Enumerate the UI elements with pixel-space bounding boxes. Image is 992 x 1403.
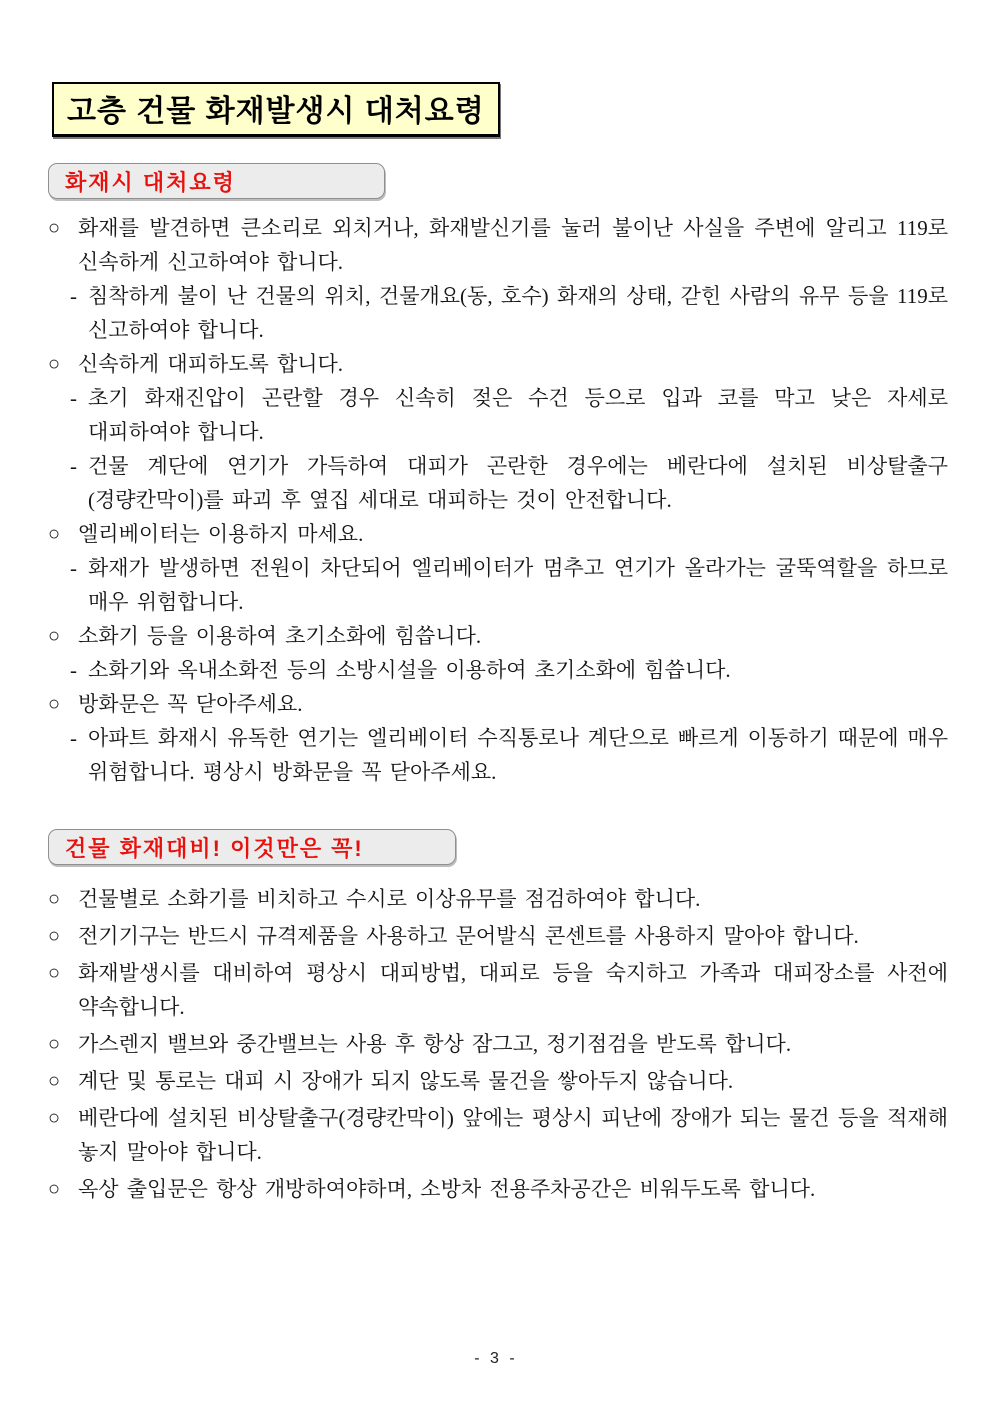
dash-bullet-icon: - [70,386,77,410]
list-item-text: 전기기구는 반드시 규격제품을 사용하고 문어발식 콘센트를 사용하지 말아야 합니다. [78,924,859,948]
list-item [48,687,948,721]
circle-bullet-icon: ○ [48,523,61,545]
circle-bullet-icon: ○ [48,625,61,647]
list-item-text: 침착하게 불이 난 건물의 위치, 건물개요(동, 호수) 화재의 상태, 갇힌 사람의 유무 등을 119로 신고하여야 합니다. [88,284,948,342]
page-number: - 3 - [474,1350,518,1367]
document-title-box [52,82,500,137]
dash-bullet-icon: - [70,556,77,580]
list-item [48,1064,948,1098]
circle-bullet-icon: ○ [48,962,61,984]
circle-bullet-icon: ○ [48,1033,61,1055]
list-item-text: 화재가 발생하면 전원이 차단되어 엘리베이터가 멈추고 연기가 올라가는 굴뚝역할을 하므로 매우 위험합니다. [88,556,948,614]
circle-bullet-icon: ○ [48,1178,61,1200]
list-subitem [48,653,948,687]
dash-bullet-icon: - [70,454,77,478]
section-heading-text: 건물 화재대비! 이것만은 꼭! [65,835,364,861]
dash-bullet-icon: - [70,726,77,750]
list-item-text: 베란다에 설치된 비상탈출구(경량칸막이) 앞에는 평상시 피난에 장애가 되는 물건 등을 적재해 놓지 말아야 합니다. [78,1106,948,1164]
list-subitem [48,551,948,619]
list-item-text: 계단 및 통로는 대피 시 장애가 되지 않도록 물건을 쌓아두지 않습니다. [78,1069,734,1093]
list-subitem [48,721,948,789]
circle-bullet-icon: ○ [48,693,61,715]
circle-bullet-icon: ○ [48,1070,61,1092]
list-subitem [48,381,948,449]
section-heading-fire-response [48,163,385,199]
list-item [48,211,948,279]
list-item-text: 소화기 등을 이용하여 초기소화에 힘씁니다. [78,624,482,648]
circle-bullet-icon: ○ [48,353,61,375]
list-item-text: 가스렌지 밸브와 중간밸브는 사용 후 항상 잠그고, 정기점검을 받도록 합니다. [78,1032,792,1056]
fire-preparedness-list [48,882,948,1209]
list-item-text: 소화기와 옥내소화전 등의 소방시설을 이용하여 초기소화에 힘씁니다. [88,658,731,682]
document-title: 고층 건물 화재발생시 대처요령 [67,95,485,128]
fire-response-list [48,211,948,789]
list-item [48,956,948,1024]
circle-bullet-icon: ○ [48,217,61,239]
list-item [48,919,948,953]
list-item-text: 엘리베이터는 이용하지 마세요. [78,522,364,546]
dash-bullet-icon: - [70,658,77,682]
list-item-text: 화재발생시를 대비하여 평상시 대피방법, 대피로 등을 숙지하고 가족과 대피장소를 사전에 약속합니다. [78,961,948,1019]
dash-bullet-icon: - [70,284,77,308]
list-item-text: 신속하게 대피하도록 합니다. [78,352,344,376]
list-item-text: 아파트 화재시 유독한 연기는 엘리베이터 수직통로나 계단으로 빠르게 이동하기 때문에 매우 위험합니다. 평상시 방화문을 꼭 닫아주세요. [88,726,948,784]
list-item [48,347,948,381]
list-item [48,1027,948,1061]
list-item-text: 건물 계단에 연기가 가득하여 대피가 곤란한 경우에는 베란다에 설치된 비상탈출구(경량칸막이)를 파괴 후 옆집 세대로 대피하는 것이 안전합니다. [88,454,948,512]
list-item [48,1101,948,1169]
list-item-text: 방화문은 꼭 닫아주세요. [78,692,303,716]
list-item-text: 옥상 출입문은 항상 개방하여야하며, 소방차 전용주차공간은 비워두도록 합니다. [78,1177,816,1201]
circle-bullet-icon: ○ [48,925,61,947]
list-item [48,619,948,653]
list-item-text: 건물별로 소화기를 비치하고 수시로 이상유무를 점검하여야 합니다. [78,887,701,911]
list-item-text: 초기 화재진압이 곤란할 경우 신속히 젖은 수건 등으로 입과 코를 막고 낮은 자세로 대피하여야 합니다. [88,386,948,444]
list-subitem [48,449,948,517]
list-item-text: 화재를 발견하면 큰소리로 외치거나, 화재발신기를 눌러 불이난 사실을 주변에 알리고 119로 신속하게 신고하여야 합니다. [78,216,948,274]
list-item [48,517,948,551]
list-item [48,882,948,916]
circle-bullet-icon: ○ [48,888,61,910]
section-heading-fire-preparedness [48,829,456,865]
list-subitem [48,279,948,347]
section-heading-text: 화재시 대처요령 [65,169,236,195]
circle-bullet-icon: ○ [48,1107,61,1129]
list-item [48,1172,948,1206]
